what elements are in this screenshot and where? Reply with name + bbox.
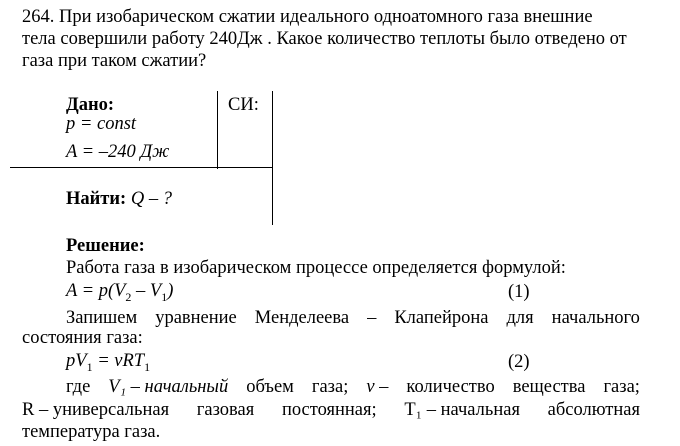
solution-text-2: Запишем уравнение Менделеева – Клапейрона для начального (66, 308, 640, 328)
si-label: СИ: (228, 95, 259, 115)
solution-text-4: где V₁ – начальный объем газа; ν – количество вещества газа; (66, 377, 640, 397)
given-condition-pressure: p = const (66, 114, 137, 134)
given-divider-horizontal (10, 167, 272, 168)
given-divider-vertical (217, 91, 218, 169)
solution-text-1: Работа газа в изобарическом процессе определяется формулой: (66, 258, 566, 278)
equation-1: $A = p(V_2 - V_1)$ (66, 281, 174, 304)
solution-text-3: состояния газа: (22, 328, 143, 348)
si-divider-vertical (272, 91, 273, 225)
find-row: Найти: Q – ? (66, 189, 172, 209)
problem-line-2: тела совершили работу 240Дж . Какое количество теплоты было отведено от (22, 29, 627, 49)
solution-text-6: температура газа. (22, 422, 161, 442)
equation-1-number: (1) (508, 282, 530, 302)
problem-line-3: газа при таком сжатии? (22, 51, 207, 71)
solution-label: Решение: (66, 236, 145, 256)
equation-2: $pV_1 = \nu RT_1$ (66, 351, 151, 374)
solution-text-5: R – универсальная газовая постоянная; T₁ – начальная абсолютная (22, 400, 640, 420)
given-condition-work: A = –240 Дж (66, 142, 170, 162)
given-label: Дано: (66, 95, 115, 115)
problem-line-1: 264. При изобарическом сжатии идеального одноатомного газа внешние (22, 7, 593, 27)
equation-2-number: (2) (508, 352, 530, 372)
